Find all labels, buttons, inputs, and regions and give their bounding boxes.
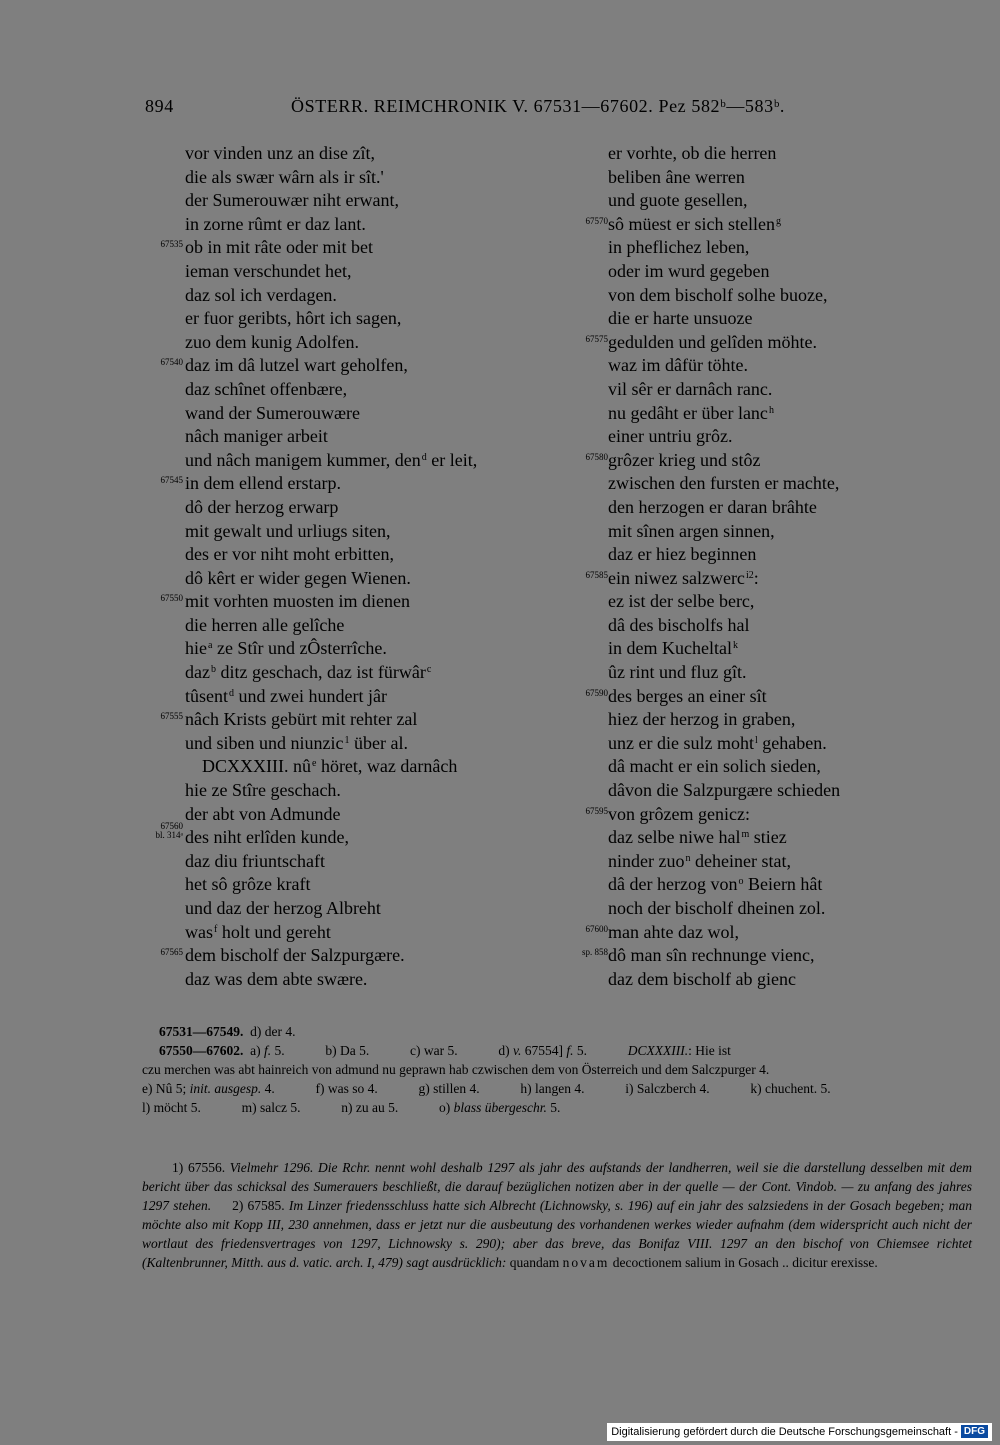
verse-text: daz was dem abte swære. — [185, 968, 368, 989]
line-number: 67590 — [585, 687, 608, 698]
line-number: 67585 — [585, 569, 608, 580]
verse-line — [608, 142, 908, 166]
line-number: 67595 — [585, 805, 608, 816]
verse-line — [585, 449, 908, 473]
verse-text: der Sumerouwær niht erwant, — [185, 190, 399, 211]
verse-text: tûsent$^d$ und zwei hundert jâr — [185, 685, 387, 706]
verse-text: die als swær wârn als ir sît.' — [185, 166, 384, 187]
verse-line — [608, 260, 908, 284]
verse-text: daz schînet offenbære, — [185, 378, 348, 399]
verse-line — [185, 637, 575, 661]
verse-text: het sô grôze kraft — [185, 874, 311, 895]
verse-line — [608, 614, 908, 638]
verse-text: dô der herzog erwarp — [185, 496, 339, 517]
verse-line — [160, 708, 575, 732]
critical-apparatus — [142, 1022, 972, 1117]
verse-text: DCXXXIII. $nû^e$ höret, waz darnâch — [202, 756, 458, 777]
verse-line — [608, 496, 908, 520]
verse-line — [185, 850, 575, 874]
line-number: 67555 — [160, 711, 183, 722]
verse-line — [585, 567, 908, 591]
verse-text: ninder zuo$^n$ deheiner stat, — [608, 850, 791, 871]
verse-text: daz er hiez beginnen — [608, 544, 757, 565]
verse-text: mit sînen argen sinnen, — [608, 520, 775, 541]
verse-line — [581, 944, 908, 968]
verse-line — [185, 520, 575, 544]
verse-text: sô müest er sich stellen$^g$ — [608, 213, 781, 234]
verse-line — [185, 803, 575, 827]
line-number: 67545 — [160, 475, 183, 486]
verse-line — [185, 166, 575, 190]
verse-text: hie$^a$ ze Stîr und zÔsterrîche. — [185, 638, 387, 659]
verse-line — [185, 873, 575, 897]
verse-text: dâ der herzog von$^o$ Beiern hât — [608, 874, 823, 895]
verse-line — [608, 732, 908, 756]
verse-text: ob in mit râte oder mit bet — [185, 237, 373, 258]
apparatus-line: l) möcht 5. m) salcz 5. n) zu au 5. o) blass übergeschr. 5. — [142, 1100, 561, 1115]
verse-text: dô kêrt er wider gegen Wienen. — [185, 567, 411, 588]
verse-line — [185, 189, 575, 213]
verse-line — [185, 921, 575, 945]
verse-line — [608, 779, 908, 803]
verse-line — [608, 826, 908, 850]
verse-text: in dem ellend erstarp. — [185, 473, 341, 494]
verse-text: mit gewalt und urliugs siten, — [185, 520, 391, 541]
verse-line — [185, 260, 575, 284]
verse-line — [185, 425, 575, 449]
verse-text: daz selbe niwe hal$^m$ stiez — [608, 827, 787, 848]
verse-line — [160, 590, 575, 614]
verse-text: der abt von Admunde — [185, 803, 341, 824]
left-verse-column — [155, 142, 575, 991]
right-verse-column — [581, 142, 908, 991]
verse-text: beliben âne werren — [608, 166, 745, 187]
verse-text: vil sêr er darnâch ranc. — [608, 378, 773, 399]
apparatus-line: 67531—67549. d) der 4. — [159, 1024, 296, 1039]
verse-text: dâvon die Salzpurgære schieden — [608, 780, 841, 801]
verse-text: er fuor geribts, hôrt ich sagen, — [185, 308, 402, 329]
verse-line — [185, 661, 575, 685]
verse-line — [608, 637, 908, 661]
verse-text: des niht erlîden kunde, — [185, 827, 349, 848]
verse-text: grôzer krieg und stôz — [608, 449, 761, 470]
verse-text: die er harte unsuoze — [608, 308, 753, 329]
verse-text: dâ macht er ein solich sieden, — [608, 756, 821, 777]
verse-line — [155, 821, 575, 850]
verse-line — [608, 307, 908, 331]
verse-text: daz dem bischolf ab gienc — [608, 968, 796, 989]
verse-line — [185, 142, 575, 166]
verse-line — [185, 685, 575, 709]
verse-line — [608, 543, 908, 567]
verse-text: die herren alle gelîche — [185, 614, 345, 635]
apparatus-line: czu merchen was abt hainreich von admund nu geprawn hab czwischen dem von Österreich und dem Salczpurger 4. — [142, 1062, 770, 1077]
verse-text: ieman verschundet het, — [185, 260, 352, 281]
verse-text: einer untriu grôz. — [608, 426, 733, 447]
verse-text: daz im dâ lutzel wart geholfen, — [185, 355, 408, 376]
verse-line — [608, 378, 908, 402]
verse-text: dem bischolf der Salzpurgære. — [185, 945, 405, 966]
verse-line — [608, 354, 908, 378]
verse-text: daz diu friuntschaft — [185, 850, 325, 871]
verse-line — [185, 496, 575, 520]
verse-line — [185, 284, 575, 308]
footnotes — [142, 1158, 972, 1272]
verse-text: noch der bischolf dheinen zol. — [608, 898, 826, 918]
verse-text: vor vinden unz an dise zît, — [185, 143, 375, 163]
verse-line — [160, 236, 575, 260]
verse-text: des berges an einer sît — [608, 685, 767, 706]
line-number: 67575 — [585, 333, 608, 344]
verse-text: und daz der herzog Albreht — [185, 898, 381, 918]
verse-line — [585, 685, 908, 709]
credit-text: Digitalisierung gefördert durch die Deutsche Forschungsgemeinschaft - — [611, 1426, 958, 1438]
verse-text: ez ist der selbe berc, — [608, 591, 755, 612]
digitization-credit — [607, 1423, 992, 1441]
verse-text: unz er die sulz moht$^l$ gehaben. — [608, 732, 827, 753]
verse-text: hiez der herzog in graben, — [608, 709, 796, 730]
verse-line — [608, 520, 908, 544]
line-number: 67535 — [160, 239, 183, 250]
verse-line — [160, 944, 575, 968]
verse-text: in pheflichez leben, — [608, 237, 750, 258]
line-number: 67560 bl. 314ᵃ — [155, 821, 183, 841]
running-title: ÖSTERR. REIMCHRONIK V. 67531—67602. Pez 582ᵇ—583ᵇ. — [291, 96, 786, 116]
verse-line — [585, 213, 908, 237]
line-number: sp. 858 — [581, 947, 608, 958]
verse-line — [185, 307, 575, 331]
verse-line — [185, 779, 575, 803]
verse-line — [185, 402, 575, 426]
verse-text: dô man sîn rechnunge vienc, — [608, 945, 815, 966]
verse-text: gedulden und gelîden möhte. — [608, 331, 817, 352]
verse-line — [185, 449, 575, 473]
verse-text: den herzogen er daran brâhte — [608, 496, 817, 517]
page-number: 894 — [145, 96, 174, 116]
line-number: 67540 — [160, 357, 183, 368]
verse-text: in dem Kucheltal$^k$ — [608, 638, 738, 659]
verse-text: was$^f$ holt und gereht — [185, 921, 331, 942]
verse-text: man ahte daz wol, — [608, 921, 739, 942]
verse-text: oder im wurd gegeben — [608, 260, 770, 281]
verse-text: und siben und niunzic$^1$ über al. — [185, 732, 408, 753]
verse-line — [185, 567, 575, 591]
verse-text: daz$^b$ ditz geschach, daz ist fürwâr$^c$ — [185, 662, 432, 683]
dfg-logo: DFG — [961, 1425, 988, 1438]
verse-text: mit vorhten muosten im dienen — [185, 591, 410, 612]
verse-text: und guote gesellen, — [608, 190, 748, 211]
verse-line — [185, 897, 575, 921]
verse-line — [185, 755, 575, 779]
verse-text: er vorhte, ob die herren — [608, 143, 777, 163]
line-number: 67580 — [585, 451, 608, 462]
verse-text: von dem bischolf solhe buoze, — [608, 284, 828, 305]
verse-line — [608, 590, 908, 614]
verse-line — [585, 921, 908, 945]
verse-text: dâ des bischolfs hal — [608, 614, 750, 635]
verse-text: ein niwez salzwerc$^{i2}$: — [608, 567, 759, 588]
verse-text: von grôzem genicz: — [608, 803, 750, 824]
verse-line — [185, 213, 575, 237]
verse-text: zwischen den fursten er machte, — [608, 473, 840, 494]
verse-text: hie ze Stîre geschach. — [185, 780, 341, 801]
apparatus-line: e) Nû 5; init. ausgesp. 4. f) was so 4. g) stillen 4. h) langen 4. i) Salczberch 4. k) chuchent. 5. — [142, 1081, 831, 1096]
verse-line — [608, 402, 908, 426]
verse-text: waz im dâfür töhte. — [608, 355, 748, 376]
verse-line — [185, 331, 575, 355]
verse-line — [185, 968, 575, 992]
verse-line — [608, 661, 908, 685]
verse-line — [608, 472, 908, 496]
running-header — [145, 96, 835, 120]
verse-line — [608, 873, 908, 897]
verse-text: zuo dem kunig Adolfen. — [185, 331, 359, 352]
verse-line — [608, 897, 908, 921]
verse-line — [185, 543, 575, 567]
verse-line — [608, 236, 908, 260]
footnote-text: 1) 67556. Vielmehr 1296. Die Rchr. nennt wohl deshalb 1297 als jahr des aufstands der landherren, weil sie die darstellung desselben mit dem bericht über das schicksal des Sumerauers beschließt, die darauf bezüglichen notizen aber in der quelle — der Cont. Vindob. — zu anfang des jahres 1297 stehen. 2) 67585. Im Linzer friedensschluss hatte sich Albrecht (Lichnowsky, s. 196) auf ein jahr des salzsiedens in der Gosach begeben; man möchte also mit Kopp III, 230 annehmen, dass er jetzt nur die ausbeutung des vorhandenen werkes wieder aufnahm (dem widerspricht auch nicht der wortlaut des friedensvertrages von 1297, Lichnowsky s. 290); aber das breve, das Bonifaz VIII. 1297 an den bischof von Chiemsee richtet (Kaltenbrunner, Mitth. aus d. vatic. arch. I, 479) sagt ausdrücklich: quandam novam decoctionem salium in Gosach .. dicitur erexisse. — [142, 1160, 972, 1270]
line-number: 67600 — [585, 923, 608, 934]
verse-text: ûz rint und fluz gît. — [608, 662, 747, 683]
verse-text: daz sol ich verdagen. — [185, 284, 337, 305]
verse-line — [608, 708, 908, 732]
verse-text: nâch Krists gebürt mit rehter zal — [185, 709, 418, 730]
line-number: 67570 — [585, 215, 608, 226]
verse-line — [185, 732, 575, 756]
verse-text: des er vor niht moht erbitten, — [185, 544, 394, 565]
verse-text: und nâch manigem kummer, den$^d$ er leit, — [185, 449, 478, 470]
line-number: 67565 — [160, 947, 183, 958]
verse-line — [185, 378, 575, 402]
verse-line — [585, 803, 908, 827]
verse-line — [608, 425, 908, 449]
verse-text: in zorne rûmt er daz lant. — [185, 213, 366, 234]
verse-line — [608, 166, 908, 190]
verse-line — [185, 614, 575, 638]
verse-line — [608, 755, 908, 779]
verse-line — [608, 189, 908, 213]
verse-line — [608, 850, 908, 874]
verse-text: nu gedâht er über lanc$^h$ — [608, 402, 774, 423]
verse-line — [585, 331, 908, 355]
line-number: 67550 — [160, 593, 183, 604]
verse-line — [160, 354, 575, 378]
apparatus-line: 67550—67602. a) f. 5. b) Da 5. c) war 5. d) v. 67554] f. 5. DCXXXIII.: Hie ist — [159, 1043, 731, 1058]
verse-text: wand der Sumerouwære — [185, 402, 360, 423]
verse-line — [608, 968, 908, 992]
verse-line — [608, 284, 908, 308]
verse-text: nâch maniger arbeit — [185, 426, 328, 447]
verse-line — [160, 472, 575, 496]
